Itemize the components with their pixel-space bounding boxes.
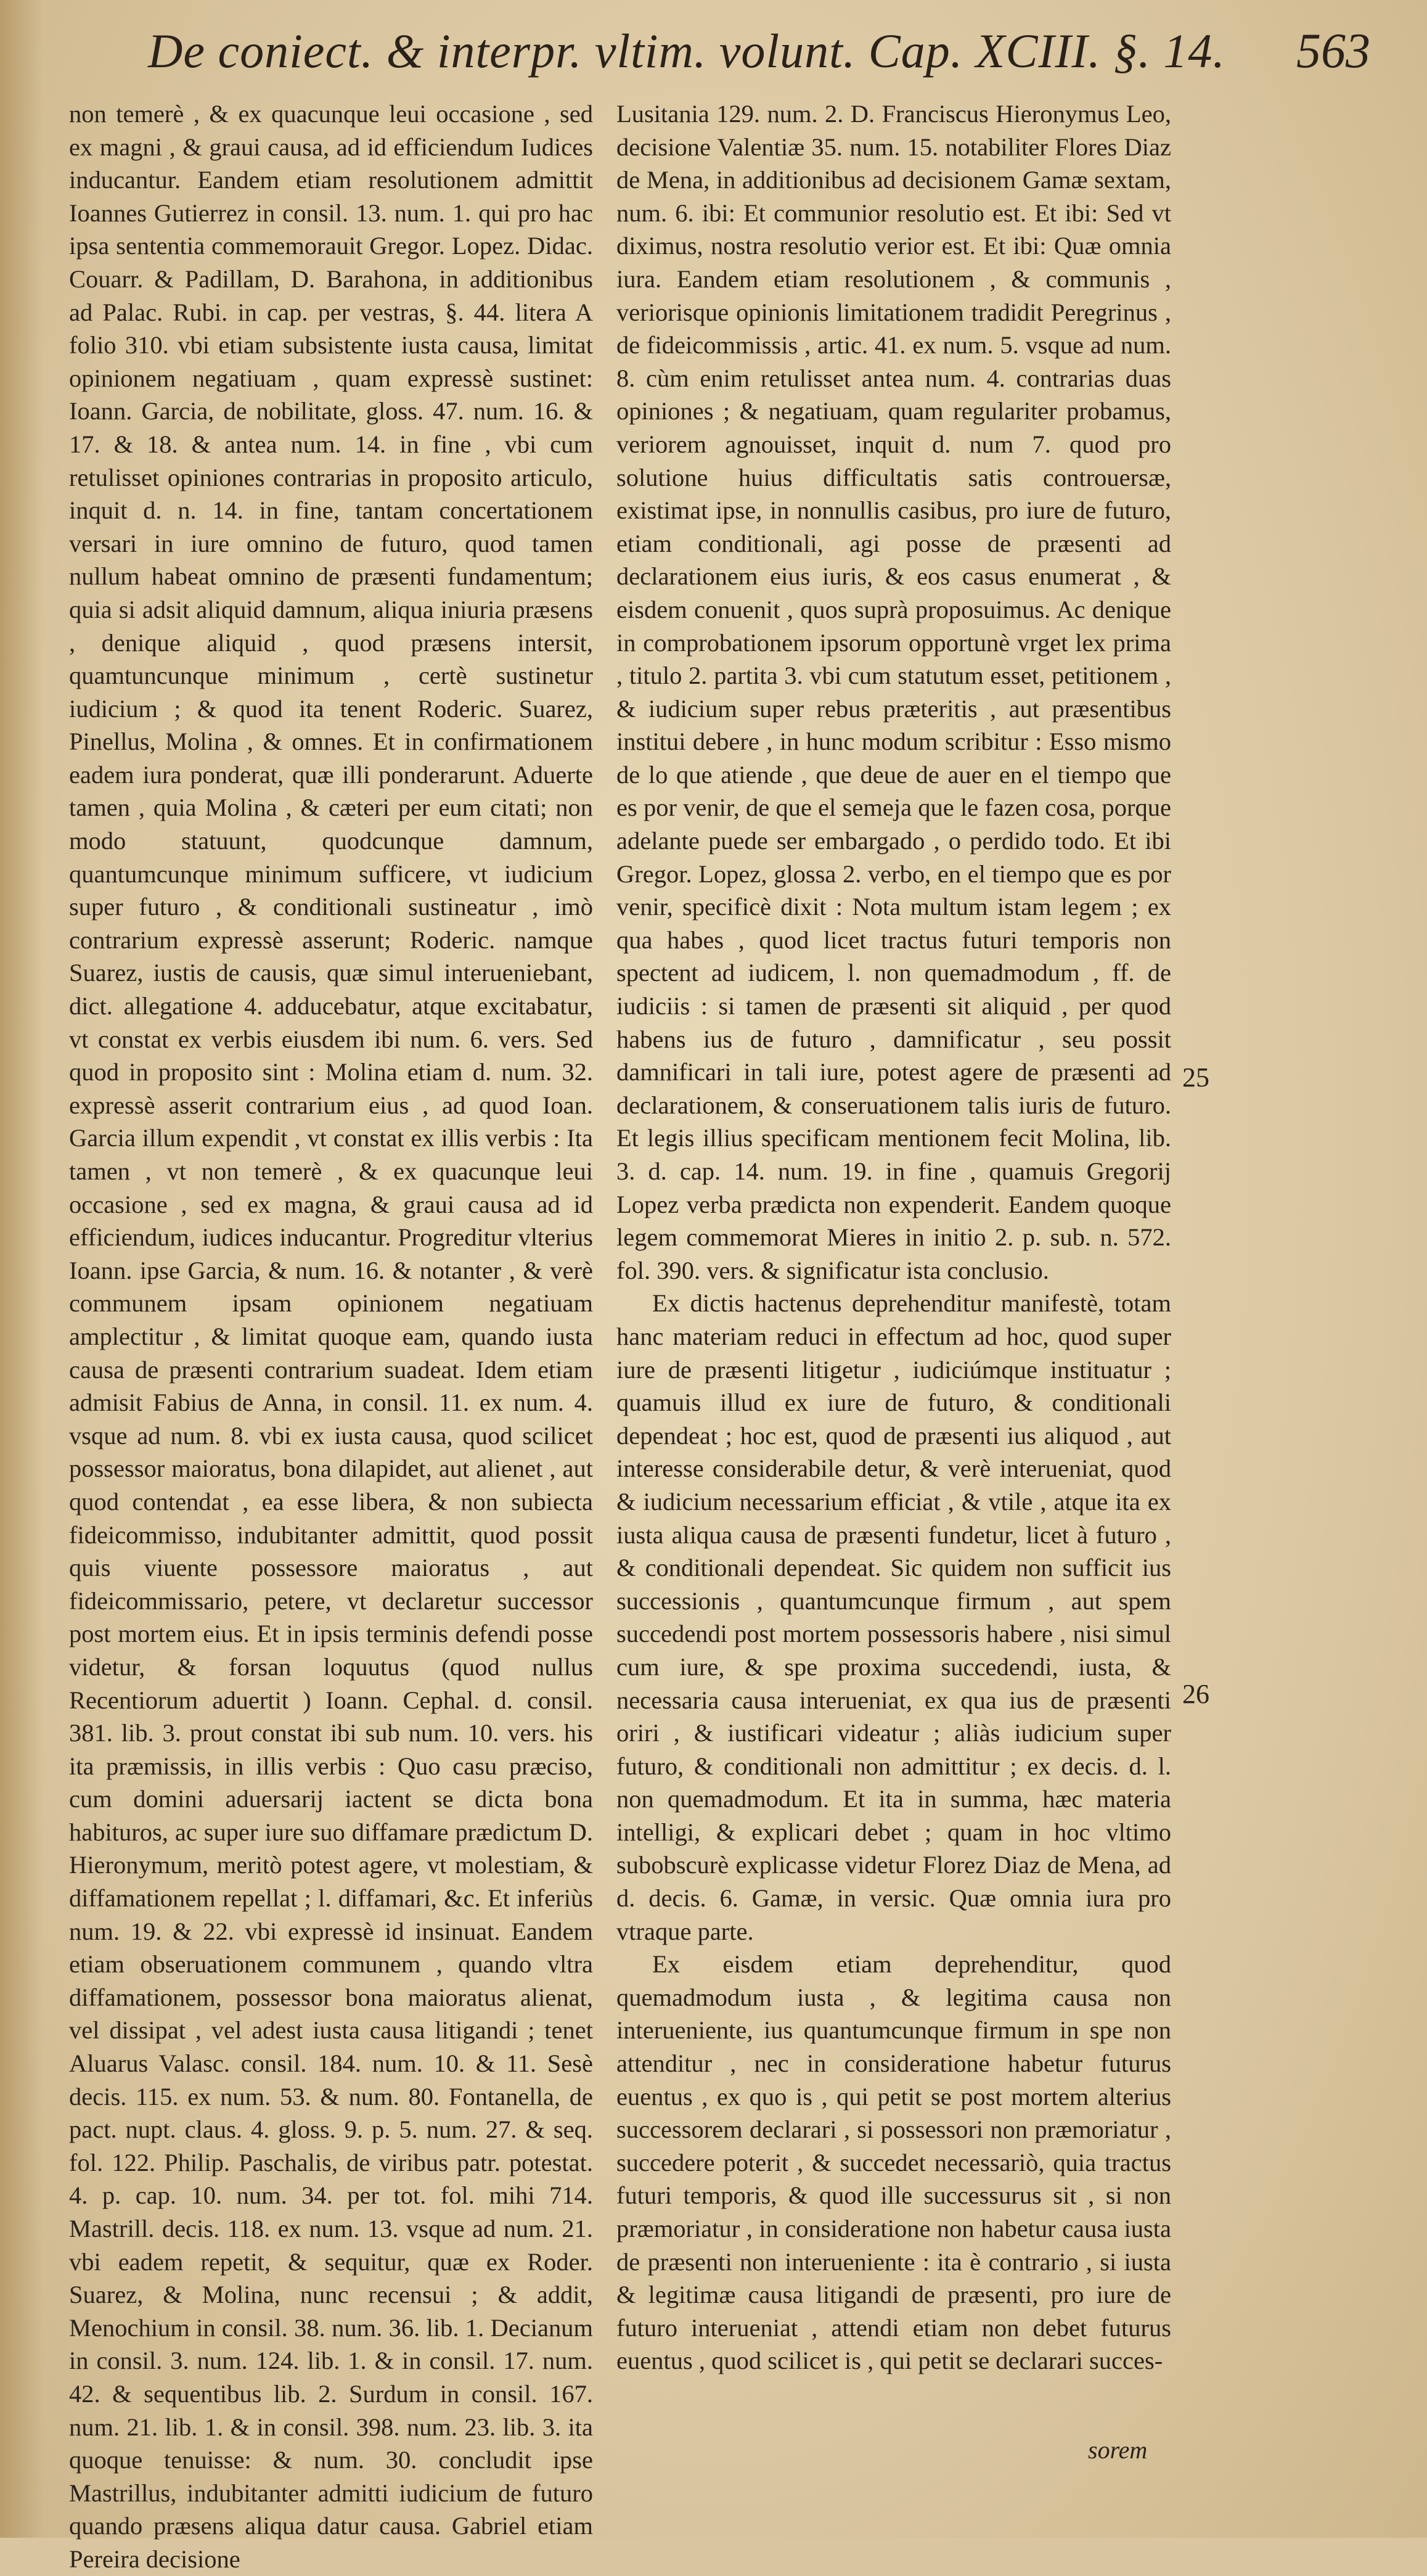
margin-number-26: 26 xyxy=(1182,1679,1209,1709)
right-paragraph-2: Ex dictis hactenus deprehenditur manifestè, totam hanc materiam reduci in effectum ad hoc, quod super iure de præsenti litigetur , iudiciúmque instituatur ; quamuis illud ex iure de futuro, & conditionali dependeat ; hoc est, quod de præsenti ius aliquod , aut interesse considerabile detur, & verè interueniat, quod & iudicium necessarium efficiat , & vtile , atque ita ex iusta aliqua causa de præsenti fundetur, licet à futuro , & conditionali dependeat. Sic quidem non sufficit ius successionis , quantumcunque firmum , aut spem succedendi post mortem possessoris habere , nisi simul cum iure, & spe proxima succedendi, iusta, & necessaria causa interueniat, ex qua ius de præsenti oriri , & iustificari videatur ; aliàs iudicium super futuro, & conditionali non admittitur ; ex decis. d. l. non quemadmodum. Et ita in summa, hæc materia intelligi, & explicari debet ; quam in hoc vltimo subobscurè explicasse videtur Florez Diaz de Mena, ad d. decis. 6. Gamæ, in versic. Quæ omnia iura pro vtraque parte. xyxy=(616,1289,1171,1945)
page-gutter-shadow xyxy=(0,0,43,2538)
right-column xyxy=(616,97,1171,2377)
right-paragraph-1: Lusitania 129. num. 2. D. Franciscus Hieronymus Leo, decisione Valentiæ 35. num. 15. notabiliter Flores Diaz de Mena, in additionibus ad decisionem Gamæ sextam, num. 6. ibi: Et communior resolutio est. Et ibi: Sed vt diximus, nostra resolutio verior est. Et ibi: Quæ omnia iura. Eandem etiam resolutionem , & communis , veriorisque opinionis limitationem tradidit Peregrinus , de fideicommissis , artic. 41. ex num. 5. vsque ad num. 8. cùm enim retulisset antea num. 4. contrarias duas opiniones ; & negatiuam, quam regulariter probamus, veriorem agnouisset, inquit d. num 7. quod pro solutione huius difficultatis satis controuersæ, existimat ipse, in nonnullis casibus, pro iure de futuro, etiam conditionali, agi posse de præsenti ad declarationem eius iuris, & eos casus enumerat , & eisdem conuenit , quos suprà proposuimus. Ac denique in comprobationem ipsorum opportunè vrget lex prima , titulo 2. partita 3. vbi cum statutum esset, petitionem , & iudicium super rebus præteritis , aut præsentibus institui debere , in hunc modum scribitur : Esso mismo de lo que atiende , que deue de auer en el tiempo que es por venir, de que el semeja que le fazen cosa, porque adelante puede ser embargado , o perdido todo. Et ibi Gregor. Lopez, glossa 2. verbo, en el tiempo que es por venir, specificè dixit : Nota multum istam legem ; ex qua habes , quod licet tractus futuri temporis non spectent ad iudicem, l. non quemadmodum , ff. de iudiciis : si tamen de præsenti sit aliquid , per quod habens ius de futuro , damnificatur , seu possit damnificari in tali iure, potest agere de præsenti ad declarationem, & conseruationem talis iuris de futuro. Et legis illius specificam mentionem fecit Molina, lib. 3. d. cap. 14. num. 19. in fine , quamuis Gregorij Lopez verba prædicta non expenderit. Eandem quoque legem commemorat Mieres in initio 2. p. sub. n. 572. fol. 390. vers. & significatur ista conclusio. xyxy=(616,100,1171,1284)
page-number: 563 xyxy=(1296,24,1370,78)
right-paragraph-3: Ex eisdem etiam deprehenditur, quod quemadmodum iusta , & legitima causa non interueniente, ius quantumcunque firmum in spe non attenditur , nec in consideratione habetur futurus euentus , ex quo is , qui petit se post mortem alterius successorem declarari , si possessori non præmoriatur , succedere poterit , & succedet necessariò, quia tractus futuri temporis, & quod ille successurus sit , si non præmoriatur , in consideratione non habetur causa iusta de præsenti non interueniente : ita è contrario , si iusta & legitimæ causa litigandi de præsenti, pro iure de futuro interueniat , attendi etiam non debet futurus euentus , quod scilicet is , qui petit se declarari succes- xyxy=(616,1950,1171,2375)
margin-number-25: 25 xyxy=(1182,1062,1209,1093)
catchword: sorem xyxy=(1088,2436,1148,2464)
left-column xyxy=(69,97,593,2576)
running-title: De coniect. & interpr. vltim. volunt. Cap. XCIII. §. 14. xyxy=(148,24,1225,78)
left-paragraph-1: non temerè , & ex quacunque leui occasione , sed ex magni , & graui causa, ad id efficiendum Iudices inducantur. Eandem etiam resolutionem admittit Ioannes Gutierrez in consil. 13. num. 1. qui pro hac ipsa sententia commemorauit Gregor. Lopez. Didac. Couarr. & Padillam, D. Barahona, in additionibus ad Palac. Rubi. in cap. per vestras, §. 44. litera A folio 310. vbi etiam subsistente iusta causa, limitat opinionem negatiuam , quam expressè sustinet: Ioann. Garcia, de nobilitate, gloss. 47. num. 16. & 17. & 18. & antea num. 14. in fine , vbi cum retulisset opiniones contrarias in proposito articulo, inquit d. n. 14. in fine, tantam concertationem versari in iure omnino de futuro, quod tamen nullum habeat omnino de præsenti fundamentum; quia si adsit aliquid damnum, aliqua iniuria præsens , denique aliquid , quod præsens intersit, quamtuncunque minimum , certè sustinetur iudicium ; & quod ita tenent Roderic. Suarez, Pinellus, Molina , & omnes. Et in confirmationem eadem iura ponderat, quæ illi ponderarunt. Aduerte tamen , quia Molina , & cæteri per eum citati; non modo statuunt, quodcunque damnum, quantumcunque minimum sufficere, vt iudicium super futuro , & conditionali sustineatur , imò contrarium expressè asserunt; Roderic. namque Suarez, iustis de causis, quæ simul interueniebant, dict. allegatione 4. adducebatur, atque excitabatur, vt constat ex verbis eiusdem ibi num. 6. vers. Sed quod in proposito sint : Molina etiam d. num. 32. expressè asserit contrarium eius , ad quod Ioan. Garcia illum expendit , vt constat ex illis verbis : Ita tamen , vt non temerè , & ex quacunque leui occasione , sed ex magna, & graui causa ad id efficiendum, iudices inducantur. Progreditur vlterius Ioann. ipse Garcia, & num. 16. & notanter , & verè communem ipsam opinionem negatiuam amplectitur , & limitat quoque eam, quando iusta causa de præsenti contrarium suadeat. Idem etiam admisit Fabius de Anna, in consil. 11. ex num. 4. vsque ad num. 8. vbi ex iusta causa, quod scilicet possessor maioratus, bona dilapidet, aut alienet , aut quod contendat , ea esse libera, & non subiecta fideicommisso, indubitanter admittit, quod possit quis viuente possessore maioratus , aut fideicommissario, petere, vt declaretur successor post mortem eius. Et in ipsis terminis defendi posse videtur, & forsan loquutus (quod nullus Recentiorum aduertit ) Ioann. Cephal. d. consil. 381. lib. 3. prout constat ibi sub num. 10. vers. his ita præmissis, in illis verbis : Quo casu præciso, cum domini aduersarij iactent se dicta bona habituros, ac super iure suo diffamare prædictum D. Hieronymum, meritò potest agere, vt molestiam, & diffamationem repellat ; l. diffamari, &c. Et inferiùs num. 19. & 22. vbi expressè id insinuat. Eandem etiam obseruationem communem , quando vltra diffamationem, possessor bona maioratus alienat, vel dissipat , vel adest iusta causa litigandi ; tenet Aluarus Valasc. consil. 184. num. 10. & 11. Sesè decis. 115. ex num. 53. & num. 80. Fontanella, de pact. nupt. claus. 4. gloss. 9. p. 5. num. 27. & seq. fol. 122. Philip. Paschalis, de viribus patr. potestat. 4. p. cap. 10. num. 34. per tot. fol. mihi 714. Mastrill. decis. 118. ex num. 13. vsque ad num. 21. vbi eadem repetit, & sequitur, quæ ex Roder. Suarez, & Molina, nunc recensui ; & addit, Menochium in consil. 38. num. 36. lib. 1. Decianum in consil. 3. num. 124. lib. 1. & in consil. 17. num. 42. & sequentibus lib. 2. Surdum in consil. 167. num. 21. lib. 1. & in consil. 398. num. 23. lib. 3. ita quoque tenuisse: & num. 30. concludit ipse Mastrillus, indubitanter admitti iudicium de futuro quando præsens aliqua datur causa. Gabriel etiam Pereira decisione xyxy=(69,100,593,2573)
